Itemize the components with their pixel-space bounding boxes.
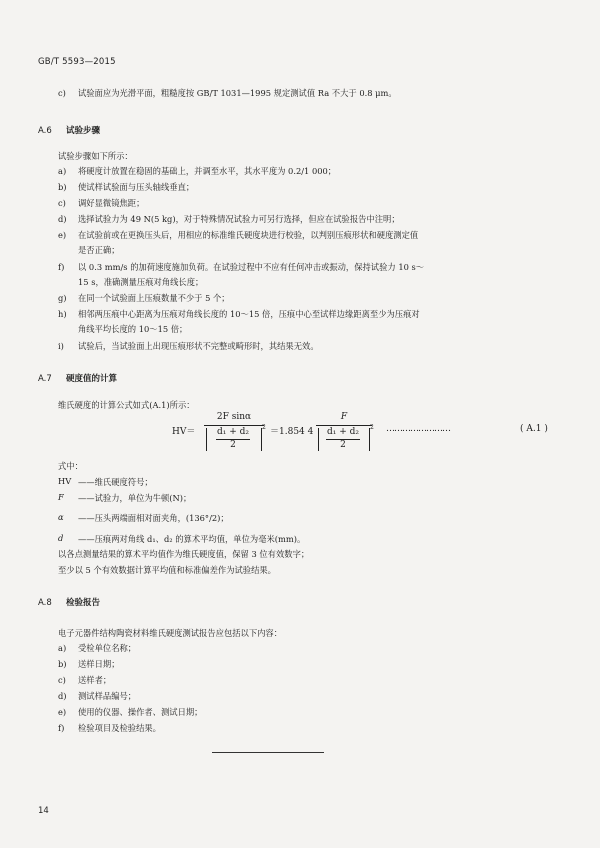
list-item-continuation: 是否正确； <box>78 245 120 255</box>
section-title: 检验报告 <box>66 598 101 608</box>
item-marker: b) <box>58 182 67 192</box>
section-heading-a8 <box>38 596 100 608</box>
item-text: 在试验前或在更换压头后，用相应的标准维氏硬度块进行校验，以判别压痕形状和硬度测定值 <box>78 230 419 240</box>
definition-symbol: HV <box>58 476 72 486</box>
formula-denominator-1: d₁ + d₂ <box>216 427 249 437</box>
item-text: 送样日期； <box>78 659 120 669</box>
item-text: 检验项目及检验结果。 <box>78 723 161 733</box>
definition-symbol: α <box>58 512 64 522</box>
item-text: 选择试验力为 49 N(5 kg)，对于特殊情况试验力可另行选择，但应在试验报告中注明； <box>78 214 400 224</box>
section-heading-a7 <box>38 372 117 384</box>
formula-denominator-2: d₁ + d₂ <box>326 427 359 437</box>
formula-leader-dots: …………………… <box>386 424 450 434</box>
item-marker: i) <box>58 341 64 351</box>
calc-note-1: 以各点测量结果的算术平均值作为维氏硬度值，保留 3 位有效数字； <box>58 549 310 559</box>
item-marker: f) <box>58 262 65 272</box>
item-marker: c) <box>58 198 66 208</box>
item-marker: h) <box>58 309 67 319</box>
item-text: 将硬度计放置在稳固的基础上，并调至水平，其水平度为 0.2/1 000； <box>78 166 337 176</box>
formula-numerator-2: F <box>340 412 348 422</box>
item-text: 受检单位名称； <box>78 643 137 653</box>
calc-note-2: 至少以 5 个有效数据计算平均值和标准偏差作为试验结果。 <box>58 565 276 575</box>
item-marker: c) <box>58 88 66 98</box>
item-text: 送样者； <box>78 675 112 685</box>
section-number: A.8 <box>38 598 52 608</box>
section-number: A.7 <box>38 374 52 384</box>
formula-intro: 维氏硬度的计算公式如式(A.1)所示： <box>58 400 195 410</box>
definition-symbol: F <box>58 492 64 502</box>
list-item-continuation: 角线平均长度的 10～15 倍； <box>78 324 188 334</box>
section-number: A.6 <box>38 126 52 136</box>
formula-denominator-divisor-1: 2 <box>230 440 236 450</box>
item-text: 在同一个试验面上压痕数量不少于 5 个； <box>78 293 230 303</box>
item-marker: c) <box>58 675 66 685</box>
item-text: 使用的仪器、操作者、测试日期； <box>78 707 203 717</box>
list-item-continuation: 15 s，准确测量压痕对角线长度； <box>78 277 204 287</box>
item-text: 以 0.3 mm/s 的加荷速度施加负荷。在试验过程中不应有任何冲击或振动，保持试验力 10 s～ <box>78 262 425 272</box>
report-intro: 电子元器件结构陶瓷材料维氏硬度测试报告应包括以下内容： <box>58 628 283 638</box>
fraction-bar <box>316 425 372 426</box>
section-heading-a6 <box>38 124 100 136</box>
where-label: 式中： <box>58 461 83 471</box>
definition-text: ——维氏硬度符号； <box>78 477 153 487</box>
formula-lhs: HV＝ <box>172 427 196 437</box>
item-text: 测试样品编号； <box>78 691 137 701</box>
formula-exponent-2: 2 <box>370 424 374 431</box>
steps-intro: 试验步骤如下所示： <box>58 151 133 161</box>
end-rule <box>212 752 324 753</box>
page-number: 14 <box>38 806 49 816</box>
formula-numerator-1: 2F sinα <box>216 412 252 422</box>
formula-exponent-1: 2 <box>262 424 266 431</box>
item-marker: a) <box>58 166 67 176</box>
item-text: 相邻两压痕中心距离为压痕对角线长度的 10～15 倍，压痕中心至试样边缘距离至少为压痕对 <box>78 309 420 319</box>
item-marker: a) <box>58 643 67 653</box>
item-marker: g) <box>58 293 67 303</box>
definition-text: ——压头两端面相对面夹角，(136°/2)； <box>78 513 229 523</box>
item-text: 试验面应为光滑平面，粗糙度按 GB/T 1031—1995 规定测试值 Ra 不大于 0.8 μm。 <box>78 88 397 98</box>
item-marker: d) <box>58 214 67 224</box>
item-marker: d) <box>58 691 67 701</box>
definition-symbol: d <box>58 533 64 543</box>
definition-text: ——压痕两对角线 d₁、d₂ 的算术平均值，单位为毫米(mm)。 <box>78 534 306 544</box>
item-marker: e) <box>58 707 67 717</box>
item-text: 使试样试验面与压头轴线垂直； <box>78 182 195 192</box>
fraction-bar <box>204 425 264 426</box>
section-title: 硬度值的计算 <box>66 374 118 384</box>
item-marker: b) <box>58 659 67 669</box>
section-title: 试验步骤 <box>66 126 101 136</box>
standard-number: GB/T 5593—2015 <box>38 57 116 67</box>
formula-denominator-divisor-2: 2 <box>340 440 346 450</box>
item-marker: e) <box>58 230 67 240</box>
formula-label: ( A.1 ) <box>520 424 548 434</box>
formula-coefficient: ＝1.854 4 <box>270 427 314 437</box>
item-text: 调好显微镜焦距； <box>78 198 145 208</box>
definition-text: ——试验力，单位为牛顿(N)； <box>78 493 192 503</box>
item-text: 试验后，当试验面上出现压痕形状不完整或畸形时，其结果无效。 <box>78 341 319 351</box>
item-marker: f) <box>58 723 65 733</box>
